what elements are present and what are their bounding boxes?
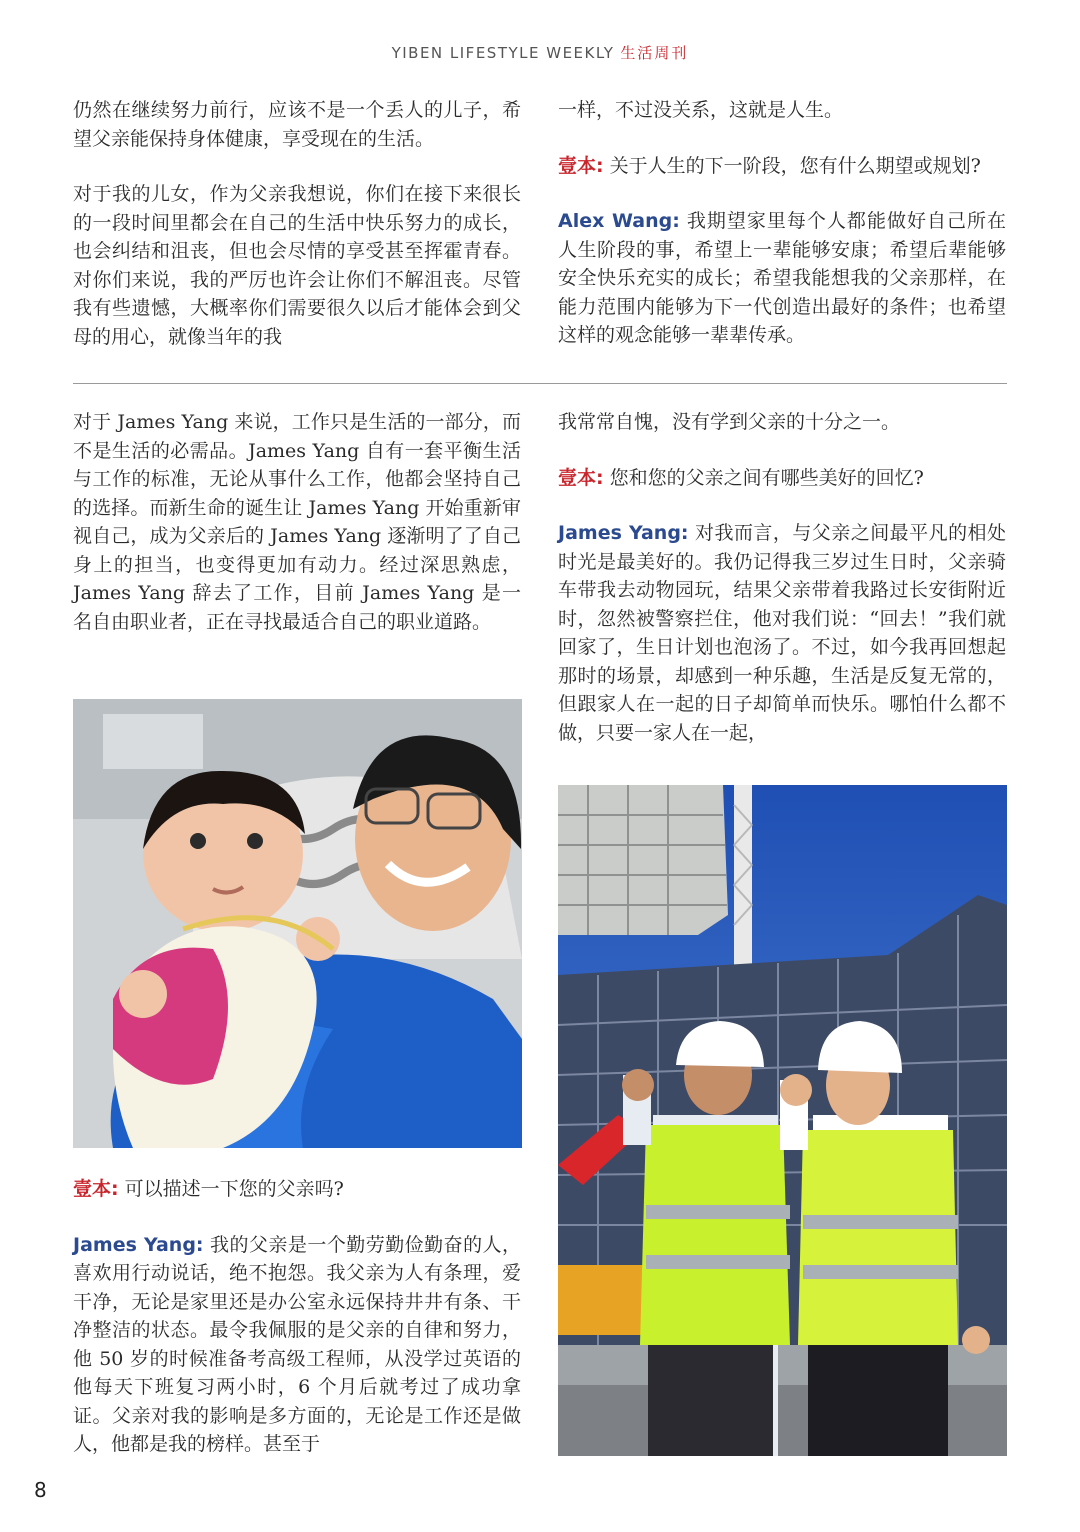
magazine-header [0, 42, 1080, 63]
page-number: 8 [34, 1478, 47, 1502]
answer-text: 对我而言，与父亲之间最平凡的相处时光是最美好的。我仍记得我三岁过生日时，父亲骑车带我去动物园玩，结果父亲带着我路过长安街附近时，忽然被警察拦住，他对我们说：“回去！”我们就回家了，生日计划也泡汤了。不过，如今我再回想起那时的场景，却感到一种乐趣，生活是反复无常的，但跟家人在一起的日子却简单而快乐。哪怕什么都不做，只要一家人在一起， [558, 522, 1006, 744]
question-label: 壹本: [558, 466, 604, 489]
question-label: 壹本: [558, 154, 604, 177]
answer-label: Alex Wang: [558, 210, 680, 232]
interview-answer [558, 207, 1006, 350]
magazine-title-cn: 生活周刊 [620, 44, 689, 62]
construction-site-photo [558, 785, 1007, 1456]
baby-and-father-photo [73, 699, 522, 1148]
answer-text: 我期望家里每个人都能做好自己所在人生阶段的事，希望上一辈能够安康；希望后辈能够安全快乐充实的成长；希望我能想我的父亲那样，在能力范围内能够为下一代创造出最好的条件；也希望这样的观念能够一辈辈传承。 [558, 210, 1006, 346]
interview-question [73, 1175, 521, 1204]
bottom-left-column [73, 408, 521, 636]
question-text: 可以描述一下您的父亲吗? [124, 1178, 344, 1200]
paragraph: 我常常自愧，没有学到父亲的十分之一。 [558, 411, 901, 433]
question-text: 关于人生的下一阶段，您有什么期望或规划? [609, 154, 981, 177]
interview-answer [558, 519, 1006, 747]
answer-label: James Yang: [73, 1233, 204, 1256]
interview-answer [73, 1231, 521, 1459]
interview-question [558, 464, 1006, 493]
top-left-column [73, 96, 521, 351]
magazine-title: YIBEN LIFESTYLE WEEKLY [391, 44, 615, 62]
interview-question [558, 152, 1006, 181]
paragraph: 对于 James Yang 来说，工作只是生活的一部分，而不是生活的必需品。James Yang 自有一套平衡生活与工作的标准，无论从事什么工作，他都会坚持自己的选择。而新生命的诞生让 James Yang 开始重新审视自己，成为父亲后的 James Yang 逐渐明了了自己身上的担当，也变得更加有动力。经过深思熟虑，James Yang 辞去了工作，目前 James Yang 是一名自由职业者，正在寻找最适合自己的职业道路。 [73, 411, 521, 633]
paragraph: 仍然在继续努力前行，应该不是一个丢人的儿子，希望父亲能保持身体健康，享受现在的生活。 [73, 99, 521, 150]
top-right-column [558, 96, 1006, 350]
paragraph: 一样，不过没关系，这就是人生。 [558, 99, 844, 121]
question-text: 您和您的父亲之间有哪些美好的回忆? [609, 466, 924, 489]
paragraph: 对于我的儿女，作为父亲我想说，你们在接下来很长的一段时间里都会在自己的生活中快乐努力的成长，也会纠结和沮丧，但也会尽情的享受甚至挥霍青春。对你们来说，我的严厉也许会让你们不解沮丧。尽管我有些遗憾，大概率你们需要很久以后才能体会到父母的用心，就像当年的我 [73, 183, 521, 348]
answer-label: James Yang: [558, 522, 689, 544]
bottom-right-column [558, 408, 1006, 747]
bottom-left-qa [73, 1175, 521, 1459]
question-label: 壹本: [73, 1178, 119, 1200]
answer-text: 我的父亲是一个勤劳勤俭勤奋的人，喜欢用行动说话，绝不抱怨。我父亲为人有条理，爱干净，无论是家里还是办公室永远保持井井有条、干净整洁的状态。最令我佩服的是父亲的自律和努力，他 50 岁的时候准备考高级工程师，从没学过英语的他每天下班复习两小时，6 个月后就考过了成功拿证。父亲对我的影响是多方面的，无论是工作还是做人，他都是我的榜样。甚至于 [73, 1233, 521, 1455]
section-divider [73, 383, 1007, 384]
